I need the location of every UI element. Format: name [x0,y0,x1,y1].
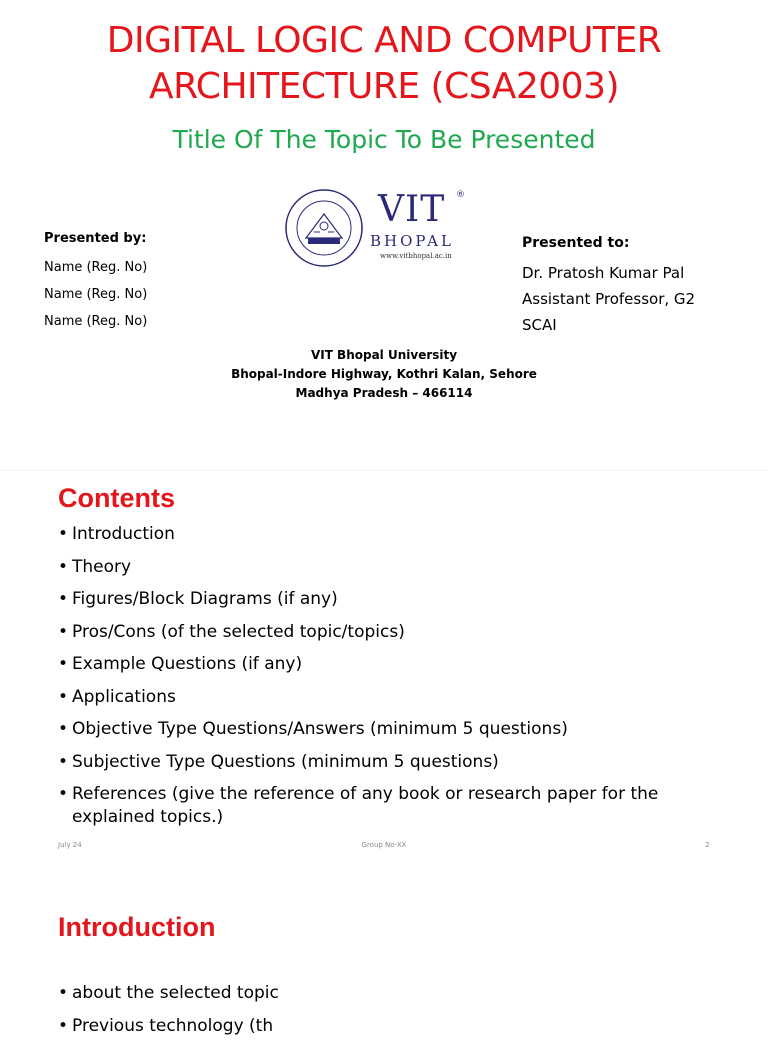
contents-list [58,523,738,839]
presented-to-heading: Presented to: [522,235,630,251]
presented-by-heading: Presented by: [44,231,147,246]
topic-subtitle: Title Of The Topic To Be Presented [172,125,596,154]
introduction-list [58,982,738,1047]
list-item: • Objective Type Questions/Answers (minimum 5 questions) [58,718,738,741]
contents-slide [0,470,768,856]
footer-date: July 24 [58,841,82,849]
faculty-designation: Assistant Professor, G2 [522,290,696,308]
introduction-slide [0,900,768,1036]
course-title-line2: ARCHITECTURE (CSA2003) [148,66,620,107]
presented-by-block [44,230,264,335]
list-item: • Figures/Block Diagrams (if any) [58,588,738,611]
presenter-name: Name (Reg. No) [44,287,148,302]
address-line: VIT Bhopal University [310,348,458,362]
presenter-name: Name (Reg. No) [44,314,148,329]
bhopal-wordmark: BHOPAL [370,232,454,250]
faculty-school: SCAI [522,316,557,334]
faculty-name: Dr. Pratosh Kumar Pal [522,264,685,282]
list-item: • Applications [58,686,738,709]
introduction-heading: Introduction [58,912,216,942]
logo-url: www.vitbhopal.ac.in [380,252,452,260]
address-line: Madhya Pradesh – 466114 [295,386,473,400]
list-item: • Subjective Type Questions (minimum 5 questions) [58,751,738,774]
list-item: • Previous technology (th [58,1015,738,1038]
university-seal-icon [284,188,364,268]
course-title-line1: DIGITAL LOGIC AND COMPUTER [106,20,662,61]
list-item: • about the selected topic [58,982,738,1005]
university-address [0,346,768,403]
presented-to-block [522,234,752,338]
registered-mark: ® [456,190,465,200]
list-item: • Pros/Cons (of the selected topic/topics) [58,621,738,644]
footer-group: Group No-XX [361,841,407,849]
address-line: Bhopal-Indore Highway, Kothri Kalan, Sehore [231,367,537,381]
list-item: • Example Questions (if any) [58,653,738,676]
course-title [0,18,768,110]
list-item: • References (give the reference of any book or research paper for the explained topics.) [58,783,738,829]
title-slide [0,0,768,470]
contents-heading: Contents [58,483,175,513]
footer-page-number: 2 [705,841,710,849]
list-item: • Theory [58,556,738,579]
vit-bhopal-logo [284,188,480,268]
presenter-name: Name (Reg. No) [44,260,148,275]
vit-wordmark: VIT [378,189,446,230]
list-item: • Introduction [58,523,738,546]
